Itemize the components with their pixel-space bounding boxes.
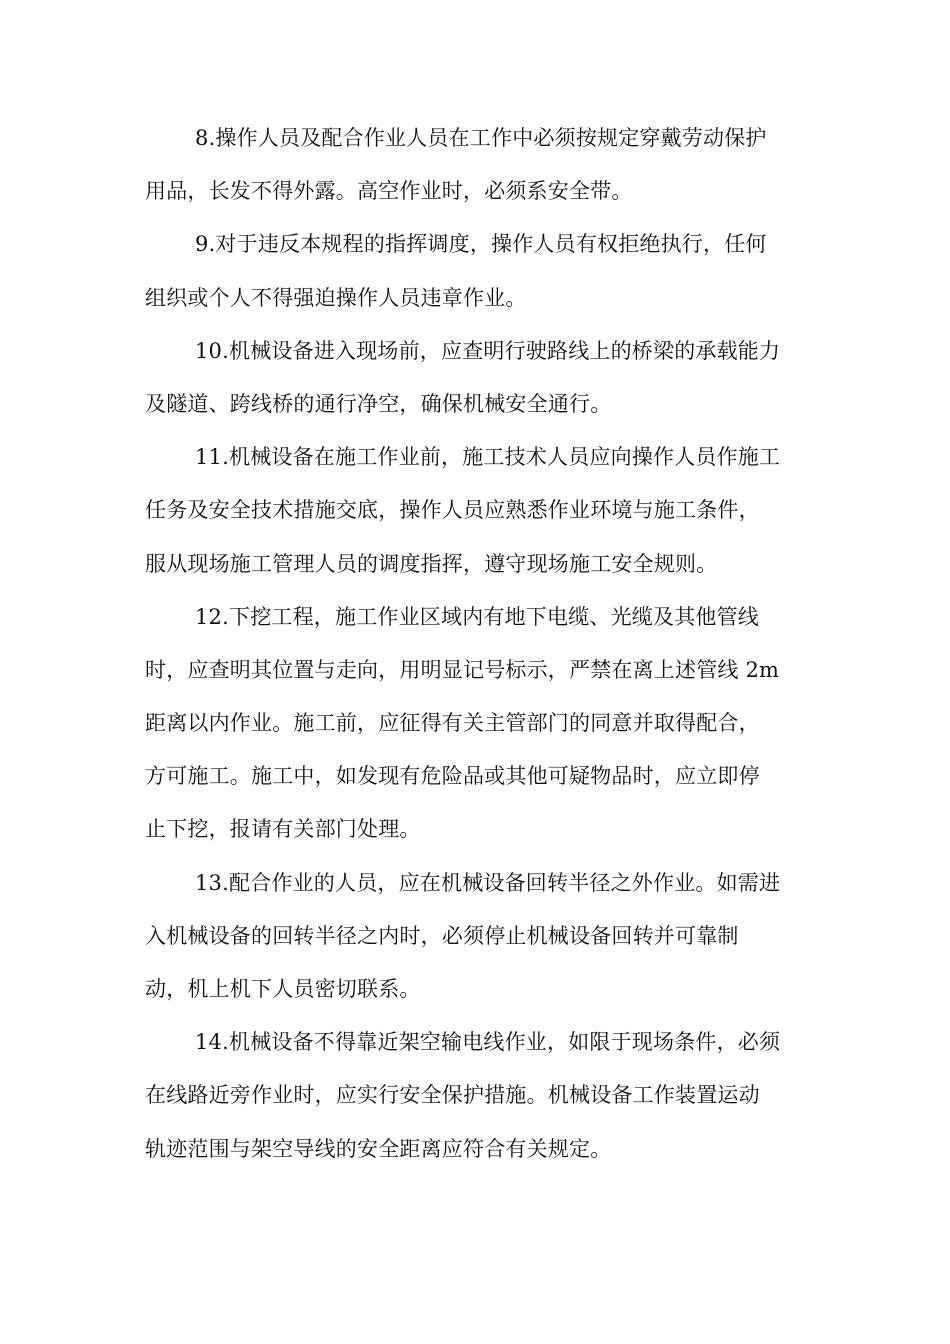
paragraph-item-9	[145, 218, 807, 324]
paragraph-line: 在线路近旁作业时，应实行安全保护措施。机械设备工作装置运动	[145, 1083, 760, 1108]
paragraph-line: 方可施工。施工中，如发现有危险品或其他可疑物品时，应立即停	[145, 764, 760, 789]
paragraph-line: 用品，长发不得外露。高空作业时，必须系安全带。	[145, 179, 633, 204]
paragraph-item-10	[145, 325, 807, 431]
paragraph-line: 服从现场施工管理人员的调度指挥，遵守现场施工安全规则。	[145, 551, 718, 576]
paragraph-line: 时，应查明其位置与走向，用明显记号标示，严禁在离上述管线 2m	[145, 657, 780, 682]
paragraph-line: 12.下挖工程，施工作业区域内有地下电缆、光缆及其他管线	[195, 604, 759, 629]
paragraph-line: 13.配合作业的人员，应在机械设备回转半径之外作业。如需进	[195, 870, 781, 895]
paragraph-line: 及隧道、跨线桥的通行净空，确保机械安全通行。	[145, 391, 612, 416]
paragraph-item-11	[145, 431, 807, 591]
paragraph-line: 8.操作人员及配合作业人员在工作中必须按规定穿戴劳动保护	[195, 126, 767, 150]
paragraph-line: 14.机械设备不得靠近架空输电线作业，如限于现场条件，必须	[195, 1030, 781, 1055]
paragraph-line: 10.机械设备进入现场前，应查明行驶路线上的桥梁的承载能力	[195, 338, 781, 363]
paragraph-item-12	[145, 591, 807, 857]
paragraph-line: 止下挖，报请有关部门处理。	[145, 817, 421, 842]
paragraph-line: 动，机上机下人员密切联系。	[145, 977, 421, 1001]
document-body	[145, 112, 807, 1176]
paragraph-line: 9.对于违反本规程的指挥调度，操作人员有权拒绝执行，任何	[195, 232, 767, 257]
paragraph-line: 轨迹范围与架空导线的安全距离应符合有关规定。	[145, 1136, 612, 1161]
paragraph-line: 入机械设备的回转半径之内时，必须停止机械设备回转并可靠制	[145, 923, 739, 948]
paragraph-item-13	[145, 857, 807, 1017]
paragraph-line: 任务及安全技术措施交底，操作人员应熟悉作业环境与施工条件，	[145, 498, 760, 523]
paragraph-line: 距离以内作业。施工前，应征得有关主管部门的同意并取得配合，	[145, 711, 760, 736]
paragraph-item-14	[145, 1016, 807, 1176]
paragraph-line: 组织或个人不得强迫操作人员违章作业。	[145, 285, 527, 310]
paragraph-item-8	[145, 112, 807, 218]
paragraph-line: 11.机械设备在施工作业前，施工技术人员应向操作人员作施工	[195, 445, 781, 470]
